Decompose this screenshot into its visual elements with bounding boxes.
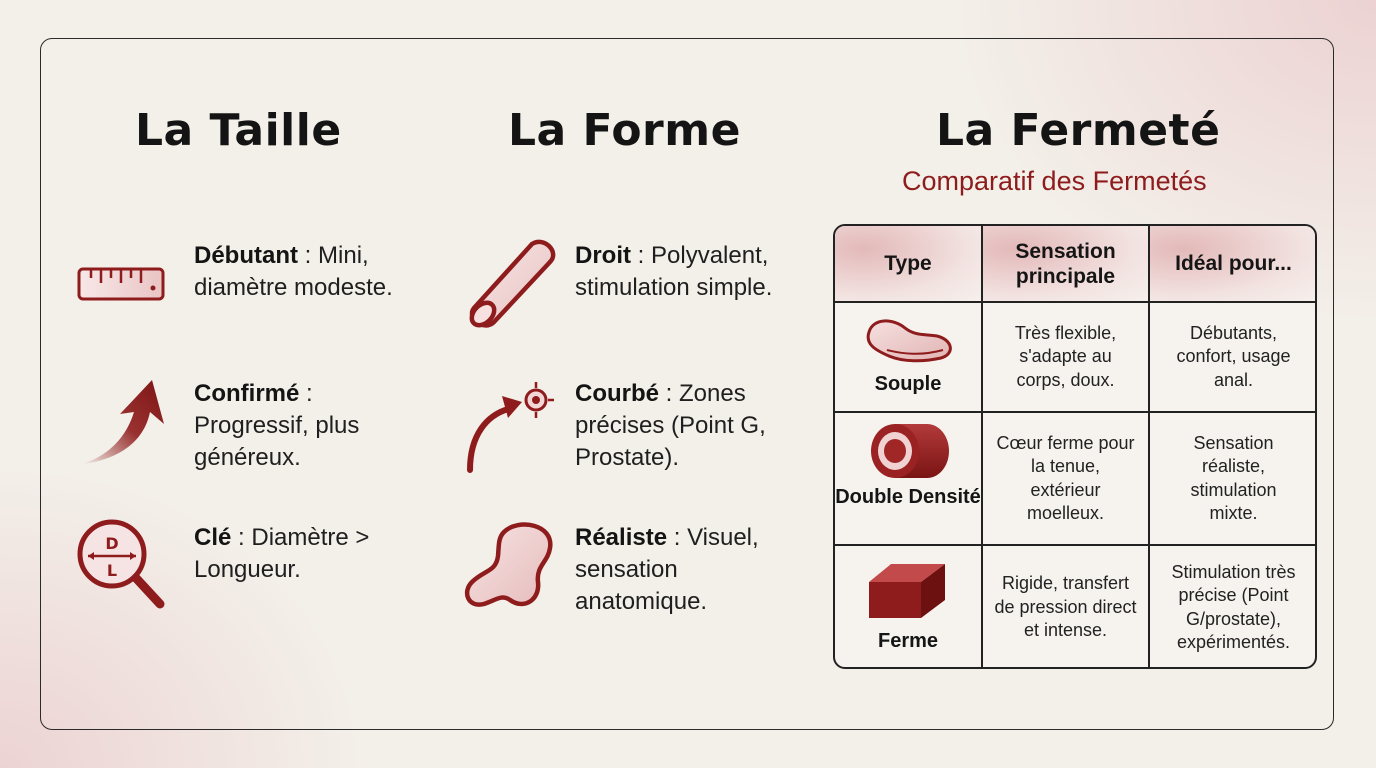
svg-text:L: L — [106, 561, 118, 580]
item-text: Diamètre > Longueur. — [194, 524, 370, 583]
item-sep: : — [659, 380, 680, 407]
organic-shape-icon — [462, 520, 558, 612]
curved-arrow-target-icon — [462, 380, 558, 474]
table-header-ideal: Idéal pour... — [1150, 226, 1317, 301]
table-divider — [835, 301, 1315, 303]
item-sep: : — [631, 242, 652, 269]
column-title-forme: La Forme — [508, 105, 741, 156]
firm-block-icon — [865, 560, 951, 620]
table-divider — [835, 544, 1315, 546]
item-text: Zones précises (Point G, Prostate). — [575, 380, 766, 471]
table-cell-type: Double Densité — [835, 486, 981, 508]
ruler-icon — [76, 264, 166, 304]
table-cell-type: Souple — [874, 373, 942, 395]
cylinder-icon — [462, 238, 558, 332]
item-sep: : — [667, 524, 688, 551]
list-item-confirme — [194, 378, 414, 474]
column-title-fermete: La Fermeté — [936, 105, 1221, 156]
table-cell-ideal: Stimulation très précise (Point G/prostate), expérimentés. — [1171, 561, 1296, 652]
magnifier-diameter-length-icon — [76, 518, 168, 612]
table-divider — [1148, 226, 1150, 667]
item-sep: : — [298, 242, 319, 269]
item-term: Courbé — [575, 380, 659, 407]
list-item-debutant — [194, 240, 414, 304]
item-term: Réaliste — [575, 524, 668, 551]
list-item-droit — [575, 240, 805, 304]
fermete-subtitle: Comparatif des Fermetés — [902, 166, 1207, 196]
item-term: Confirmé — [194, 380, 300, 407]
table-header-sensation: Sensation principale — [983, 226, 1148, 301]
soft-blob-icon — [863, 316, 955, 364]
item-term: Droit — [575, 242, 631, 269]
item-term: Débutant — [194, 242, 298, 269]
table-cell-ideal: Sensation réaliste, stimulation mixte. — [1190, 432, 1277, 523]
item-sep: : — [299, 380, 313, 407]
item-text: Polyvalent, stimulation simple. — [575, 242, 773, 301]
list-item-realiste — [575, 522, 805, 618]
column-title-taille: La Taille — [135, 105, 342, 156]
list-item-courbe — [575, 378, 805, 474]
table-header-type: Type — [835, 226, 981, 301]
table-cell-sensation: Rigide, transfert de pression direct et intense. — [994, 573, 1137, 641]
item-text: Progressif, plus généreux. — [194, 412, 360, 471]
item-sep: : — [231, 524, 252, 551]
item-term: Clé — [194, 524, 232, 551]
list-item-cle — [194, 522, 414, 586]
table-cell-sensation: Très flexible, s'adapte au corps, doux. — [1014, 322, 1117, 390]
table-cell-type: Ferme — [877, 630, 939, 652]
item-text: Visuel, sensation anatomique. — [575, 524, 759, 615]
svg-text:D: D — [105, 534, 119, 553]
double-density-cylinder-icon — [867, 422, 951, 480]
item-text: Mini, diamètre modeste. — [194, 242, 393, 301]
table-cell-ideal: Débutants, confort, usage anal. — [1176, 322, 1291, 390]
table-divider — [835, 411, 1315, 413]
firmness-comparison-table — [833, 224, 1317, 669]
table-cell-sensation: Cœur ferme pour la tenue, extérieur moelleux. — [996, 432, 1135, 523]
growth-arrow-icon — [78, 376, 170, 468]
table-divider — [981, 226, 983, 667]
